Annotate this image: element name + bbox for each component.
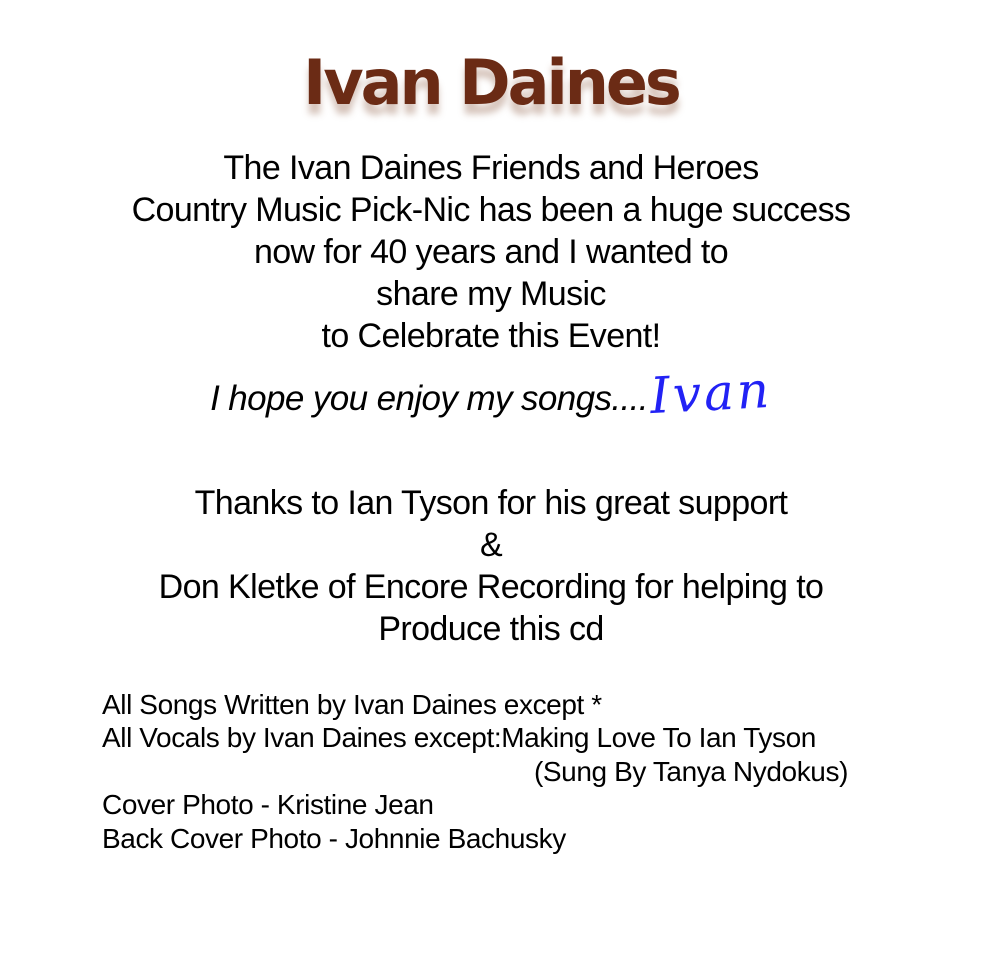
intro-line: share my Music <box>376 275 606 313</box>
credit-line-back-cover-photo: Back Cover Photo - Johnnie Bachusky <box>102 822 566 854</box>
credit-line-songs: All Songs Written by Ivan Daines except * <box>102 689 602 720</box>
credits-block <box>102 688 848 855</box>
intro-line: Country Music Pick-Nic has been a huge success <box>131 191 851 229</box>
thanks-line: Thanks to Ian Tyson for his great support <box>194 484 788 522</box>
ivan-signature: Ivan <box>648 360 774 426</box>
thanks-paragraph <box>0 482 982 650</box>
hope-text: I hope you enjoy my songs.... <box>210 379 648 418</box>
intro-paragraph <box>0 147 982 357</box>
credit-line-cover-photo: Cover Photo - Kristine Jean <box>102 789 434 821</box>
credit-line-sung-by: (Sung By Tanya Nydokus) <box>533 755 848 787</box>
page-title: Ivan Daines <box>303 46 679 119</box>
intro-line: to Celebrate this Event! <box>321 317 661 355</box>
thanks-line: & <box>479 526 503 564</box>
intro-line: The Ivan Daines Friends and Heroes <box>223 149 759 187</box>
hope-line <box>0 360 982 426</box>
thanks-line: Produce this cd <box>378 610 604 648</box>
credit-line-vocals: All Vocals by Ivan Daines except:Making Love To Ian Tyson <box>102 722 816 754</box>
thanks-line: Don Kletke of Encore Recording for helping to <box>158 568 824 606</box>
intro-line: now for 40 years and I wanted to <box>253 233 729 271</box>
